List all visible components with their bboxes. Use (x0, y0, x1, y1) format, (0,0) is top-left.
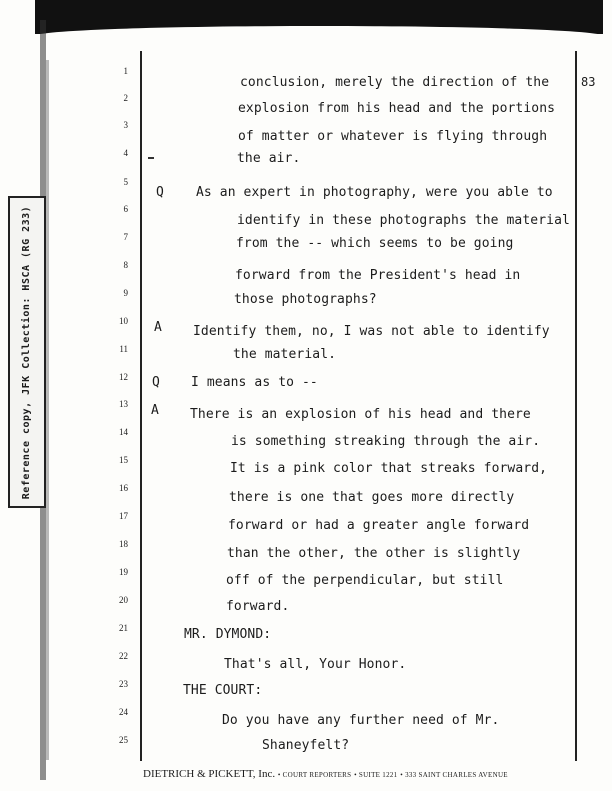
reference-stamp-text: Reference copy, JFK Collection: HSCA (RG 233) (21, 205, 33, 499)
transcript-margin-frame (140, 51, 577, 761)
line-number: 19 (119, 567, 128, 577)
transcript-line-text: Do you have any further need of Mr. (222, 713, 500, 728)
transcript-line-text: identify in these photographs the material (237, 213, 570, 228)
transcript-line-text: explosion from his head and the portions (238, 101, 556, 116)
footer-role: COURT REPORTERS (282, 771, 352, 779)
line-number: 4 (123, 148, 128, 158)
line-number: 23 (119, 679, 128, 689)
binding-shadow-inner (46, 60, 49, 760)
page-number: 83 (581, 75, 596, 89)
transcript-line-text: There is an explosion of his head and there (190, 407, 531, 422)
transcript-line-text: is something streaking through the air. (231, 434, 541, 449)
transcript-line-text: Shaneyfelt? (262, 738, 350, 753)
transcript-line-text: the air. (237, 151, 301, 166)
line-number: 5 (123, 177, 128, 187)
footer-address: 333 SAINT CHARLES AVENUE (405, 771, 508, 779)
transcript-line-text: MR. DYMOND: (184, 627, 272, 642)
page-footer: DIETRICH & PICKETT, Inc. • COURT REPORTERS • SUITE 1221 • 333 SAINT CHARLES AVENUE (143, 768, 508, 780)
line-number: 16 (119, 483, 128, 493)
transcript-line-text: of matter or whatever is flying through (238, 129, 548, 144)
transcript-line-text: forward. (226, 599, 290, 614)
transcript-line-text: forward from the President's head in (235, 268, 521, 283)
line-number: 8 (123, 260, 128, 270)
transcript-line-text: That's all, Your Honor. (224, 657, 407, 672)
footer-firm: DIETRICH & PICKETT, Inc. (143, 768, 276, 780)
line-number: 2 (123, 93, 128, 103)
transcript-line-text: I means as to -- (191, 375, 318, 390)
speaker-label: A (151, 403, 159, 418)
line-number: 9 (123, 288, 128, 298)
line-number: 3 (123, 120, 128, 130)
line-number: 24 (119, 707, 128, 717)
transcript-line-text: off of the perpendicular, but still (226, 573, 504, 588)
transcript-line-text: there is one that goes more directly (229, 490, 515, 505)
footer-suite: SUITE 1221 (358, 771, 398, 779)
line-number: 15 (119, 455, 128, 465)
transcript-line-text: THE COURT: (183, 683, 263, 698)
line-number: 21 (119, 623, 128, 633)
line-number: 11 (119, 344, 128, 354)
transcript-line-text: those photographs? (234, 292, 377, 307)
transcript-line-text: Identify them, no, I was not able to identify (193, 324, 550, 339)
line-number: 13 (119, 399, 128, 409)
line-number: 10 (119, 316, 128, 326)
transcript-line-text: from the -- which seems to be going (236, 236, 514, 251)
speaker-label: A (154, 320, 162, 335)
line-number: 7 (123, 232, 128, 242)
line-number: 25 (119, 735, 128, 745)
line-number: 20 (119, 595, 128, 605)
transcript-line-text: forward or had a greater angle forward (228, 518, 530, 533)
line-number: 18 (119, 539, 128, 549)
transcript-line-text: conclusion, merely the direction of the (240, 75, 550, 90)
line-number: 1 (123, 66, 128, 76)
speaker-label: Q (156, 185, 164, 200)
line-number: 22 (119, 651, 128, 661)
transcript-line-text: the material. (233, 347, 337, 362)
line-number: 12 (119, 372, 128, 382)
line-number: 17 (119, 511, 128, 521)
reference-stamp (8, 196, 46, 508)
transcript-line-text: As an expert in photography, were you able to (196, 185, 553, 200)
transcript-line-text: It is a pink color that streaks forward, (230, 461, 548, 476)
line-number: 14 (119, 427, 128, 437)
speaker-label: Q (152, 375, 160, 390)
transcript-line-text: than the other, the other is slightly (227, 546, 521, 561)
stray-mark (148, 157, 154, 159)
line-number: 6 (123, 204, 128, 214)
